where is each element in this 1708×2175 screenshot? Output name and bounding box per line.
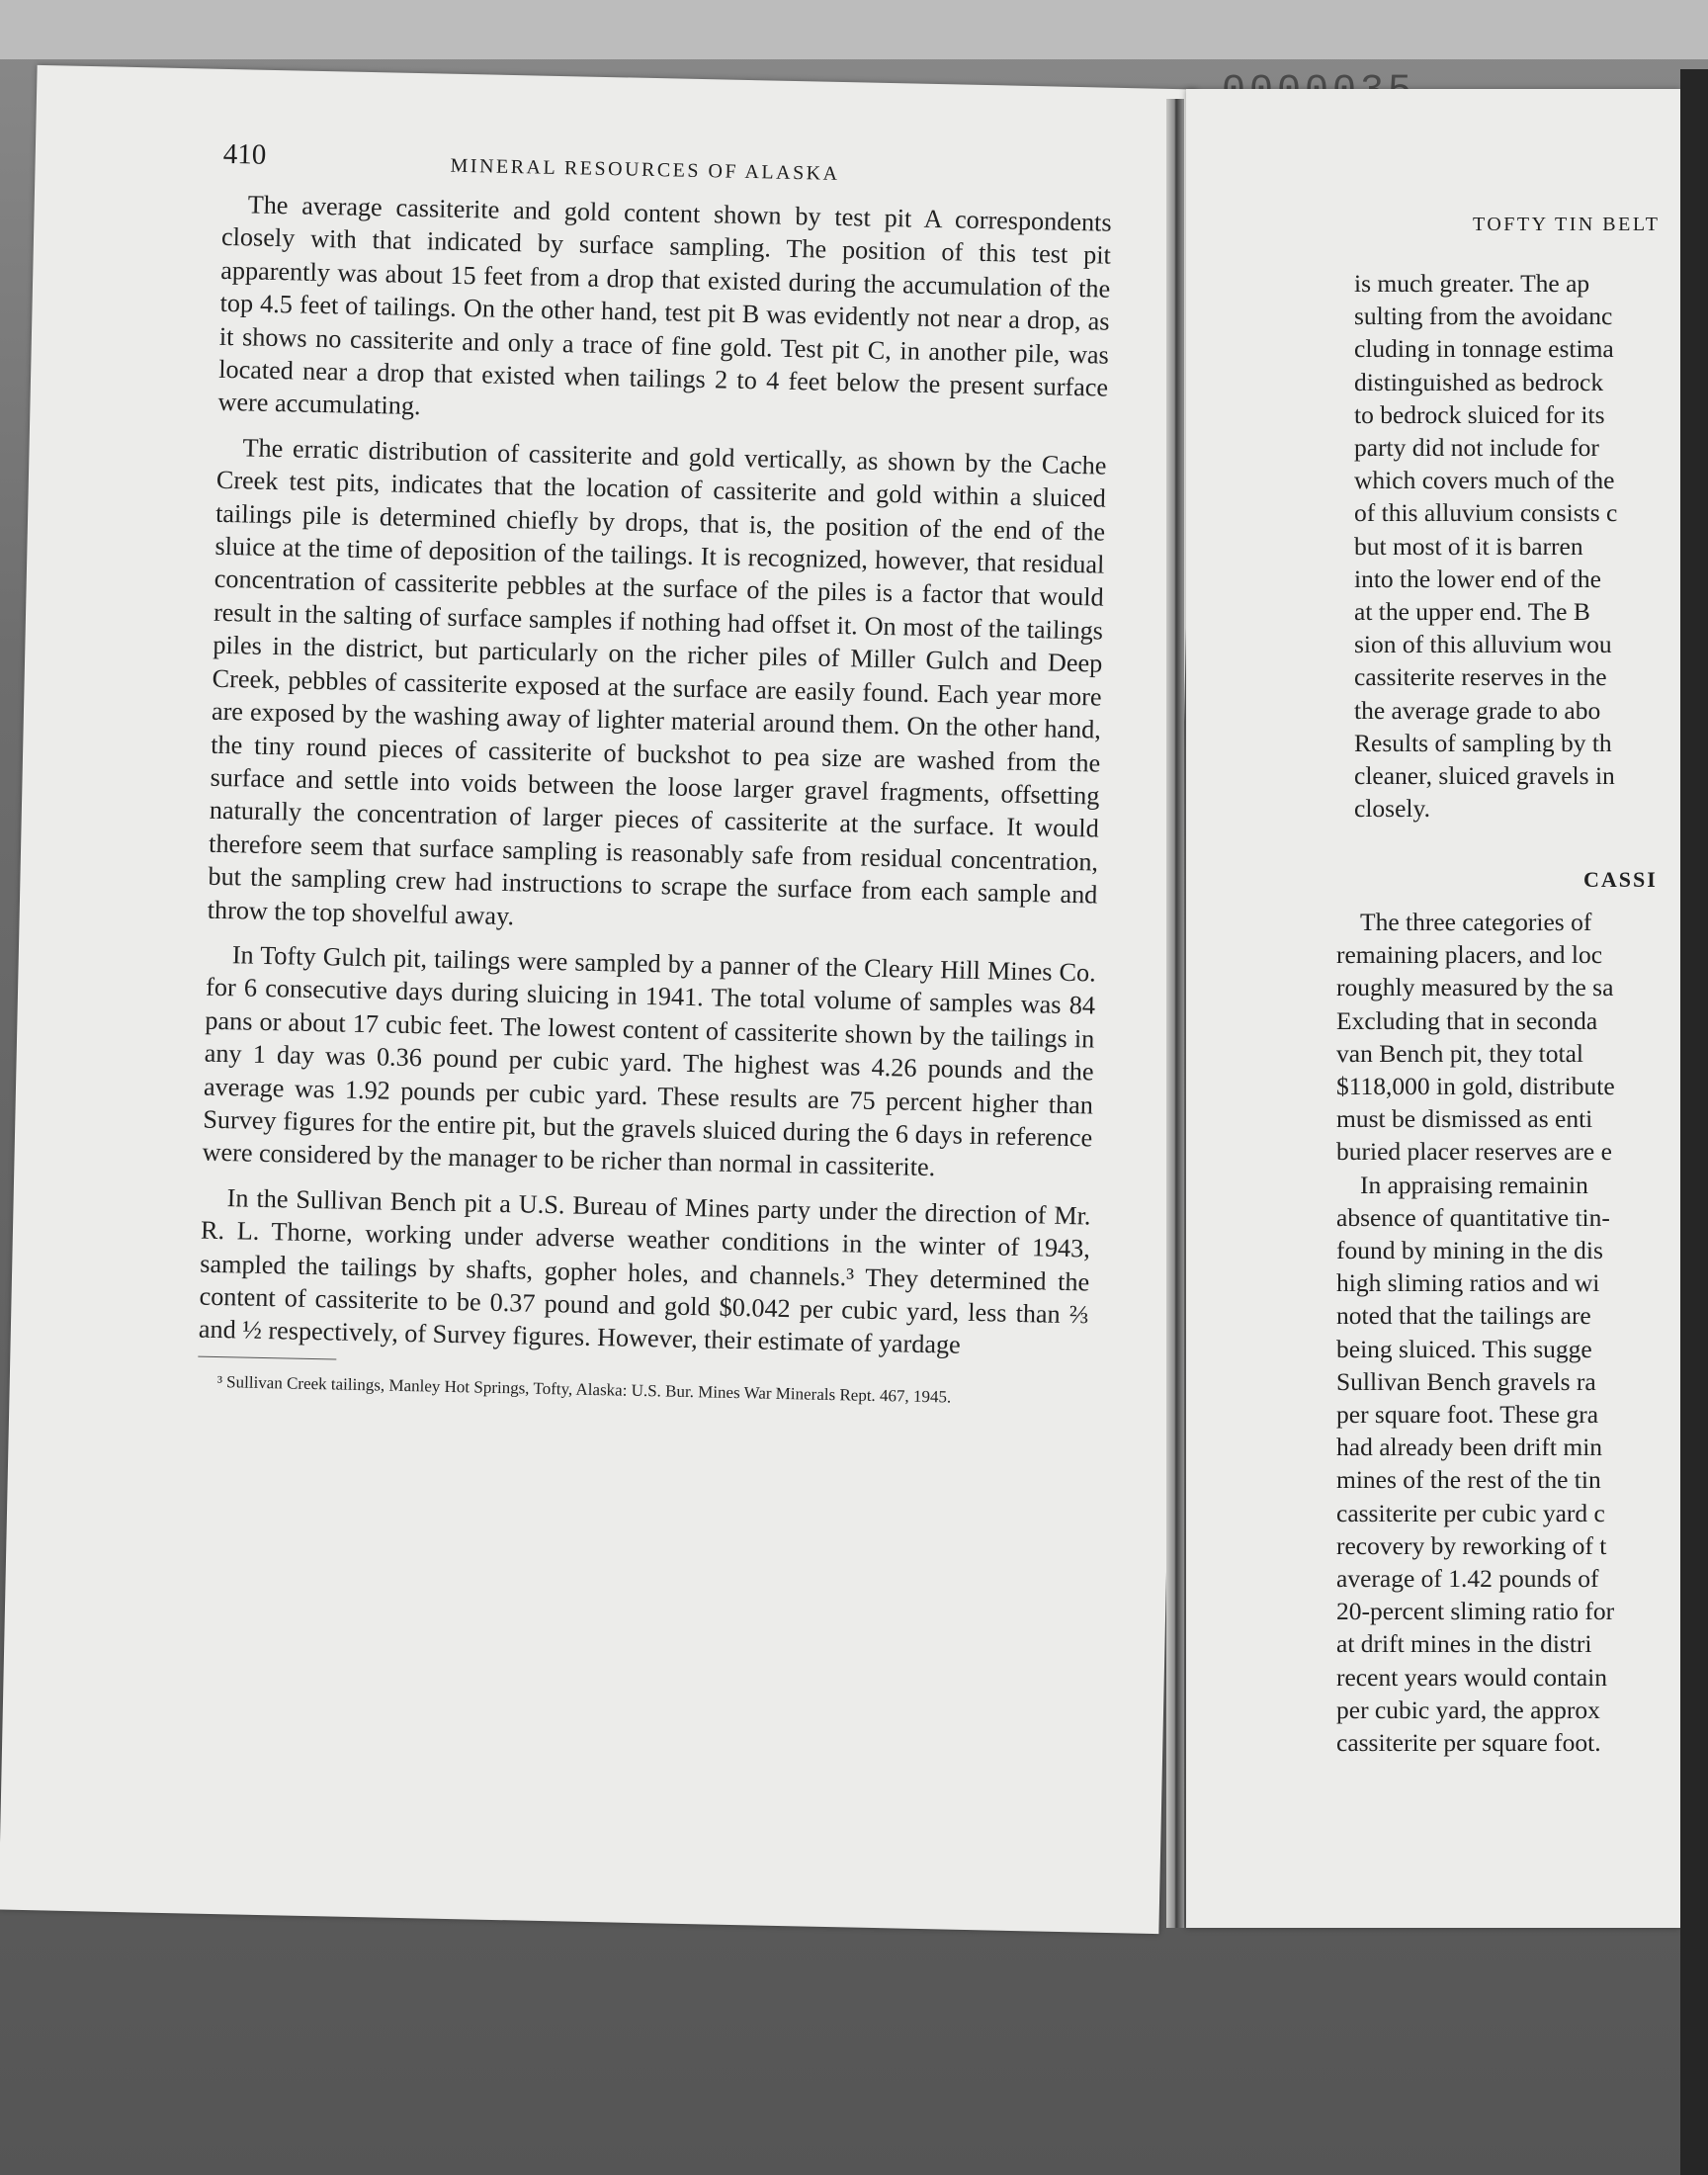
scan-top-margin <box>0 0 1708 59</box>
footnote: ³ Sullivan Creek tailings, Manley Hot Springs, Tofty, Alaska: U.S. Bur. Mines War Minerals Rept. 467, 1945. <box>216 1371 952 1407</box>
text-line: cassiterite reserves in the <box>1354 662 1607 692</box>
text-line: remaining placers, and loc <box>1336 940 1603 970</box>
text-line: closely. <box>1354 794 1430 824</box>
text-line: 20-percent sliming ratio for <box>1336 1597 1615 1626</box>
text-line: In appraising remainin <box>1360 1170 1588 1199</box>
text-line: average of 1.42 pounds of <box>1336 1564 1599 1594</box>
left-page-text-block <box>198 138 1113 1410</box>
footnote-rule <box>198 1355 336 1359</box>
text-line: van Bench pit, they total <box>1336 1038 1583 1068</box>
paragraph: The average cassiterite and gold content shown by test pit A correspondents closely with that indicated by surface sampling. The position of this test pit apparently was about 15 feet from a drop that existed during the accumulation of the top 4.5 feet of tailings. On the other hand, test pit B was evidently not near a drop, as it shows no cassiterite and only a trace of fine gold. Test pit C, in another pile, was located near a drop that existed when tailings 2 to 4 feet below the present surface were accumulating. <box>217 190 1112 421</box>
text-line: cassiterite per square foot. <box>1336 1728 1601 1758</box>
left-page <box>0 65 1197 1934</box>
text-line: $118,000 in gold, distribute <box>1336 1072 1615 1101</box>
text-line: absence of quantitative tin- <box>1336 1202 1610 1232</box>
text-line: being sluiced. This sugge <box>1336 1334 1592 1363</box>
text-line: is much greater. The ap <box>1354 269 1590 298</box>
page-number: 410 <box>222 137 267 171</box>
text-line: distinguished as bedrock <box>1354 367 1604 396</box>
text-line: cassiterite per cubic yard c <box>1336 1498 1605 1527</box>
text-line: of this alluvium consists c <box>1354 498 1618 528</box>
book-spine <box>1166 99 1184 1928</box>
text-line: roughly measured by the sa <box>1336 973 1614 1002</box>
paragraph: In the Sullivan Bench pit a U.S. Bureau of Mines party under the direction of Mr. R. L. Thorne, working under adverse weather conditions in the winter of 1943, sampled the tailings by shafts, gopher holes, and channels.³ They determined the content of cassiterite to be 0.37 pound and gold $0.042 per cubic yard, less than ⅔ and ½ respectively, of Survey figures. However, their estimate of yardage <box>198 1182 1091 1360</box>
text-line: high sliming ratios and wi <box>1336 1268 1600 1298</box>
text-line: the average grade to abo <box>1354 695 1601 725</box>
text-line: Sullivan Bench gravels ra <box>1336 1366 1596 1396</box>
paragraph: In Tofty Gulch pit, tailings were sampled by a panner of the Cleary Hill Mines Co. for 6 consecutive days during sluicing in 1941. The total volume of samples was 84 pans or about 17 cubic feet. The lowest content of cassiterite shown by the tailings in any 1 day was 0.36 pound per cubic yard. The highest was 4.26 pounds and the average was 1.92 pounds per cubic yard. These results are 75 percent higher than Survey figures for the entire pit, but the gravels sluiced during the 6 days in reference were considered by the manager to be richer than normal in cassiterite. <box>202 940 1096 1182</box>
right-page <box>1186 89 1680 1928</box>
text-line: found by mining in the dis <box>1336 1236 1603 1265</box>
text-line: recovery by reworking of t <box>1336 1530 1607 1560</box>
scan-right-edge <box>1680 69 1708 2175</box>
text-line: but most of it is barren <box>1354 531 1583 561</box>
text-line: party did not include for <box>1354 433 1599 463</box>
text-line: per cubic yard, the approx <box>1336 1695 1600 1724</box>
text-line: which covers much of the <box>1354 466 1615 495</box>
text-line: at the upper end. The B <box>1354 597 1590 627</box>
text-line: per square foot. These gra <box>1336 1400 1599 1430</box>
section-heading: CASSI <box>1583 867 1658 892</box>
text-line: buried placer reserves are e <box>1336 1137 1612 1167</box>
text-line: into the lower end of the <box>1354 564 1601 593</box>
text-line: sion of this alluvium wou <box>1354 630 1612 659</box>
text-line: recent years would contain <box>1336 1662 1608 1692</box>
text-line: had already been drift min <box>1336 1433 1603 1462</box>
text-line: at drift mines in the distri <box>1336 1629 1592 1659</box>
text-line: cleaner, sluiced gravels in <box>1354 761 1615 791</box>
text-line: noted that the tailings are <box>1336 1301 1591 1331</box>
text-line: Results of sampling by th <box>1354 728 1612 757</box>
text-line: cluding in tonnage estima <box>1354 334 1614 364</box>
text-line: must be dismissed as enti <box>1336 1104 1593 1134</box>
right-running-title: TOFTY TIN BELT <box>1473 214 1661 235</box>
text-line: Excluding that in seconda <box>1336 1005 1598 1035</box>
text-line: to bedrock sluiced for its <box>1354 399 1605 429</box>
text-line: The three categories of <box>1360 908 1592 936</box>
text-line: sulting from the avoidanc <box>1354 302 1613 331</box>
paragraph: The erratic distribution of cassiterite and gold vertically, as shown by the Cache Creek test pits, indicates that the location of cassiterite and gold within a sluiced tailings pile is determined chiefly by drops, that is, the position of the end of the sluice at the time of deposition of the tailings. It is recognized, however, that residual concentration of cassiterite pebbles at the surface of the piles is a factor that would result in the salting of surface samples if nothing had offset it. On most of the tailings piles in the district, but particularly on the richer piles of Miller Gulch and Deep Creek, pebbles of cassiterite exposed at the surface are easily found. Each year more are exposed by the washing away of lighter material around them. On the other hand, the tiny round pieces of cassiterite of buckshot to pea size are washed from the surface and settle into voids between the loose larger gravel fragments, offsetting naturally the concentration of larger pieces of cassiterite at the surface. It would therefore seem that surface sampling is reasonably safe from residual concentration, but the sampling crew had instructions to scrape the surface from each sample and throw the top shovelful away. <box>207 433 1107 930</box>
running-title: MINERAL RESOURCES OF ALASKA <box>450 154 840 185</box>
text-line: mines of the rest of the tin <box>1336 1465 1601 1495</box>
